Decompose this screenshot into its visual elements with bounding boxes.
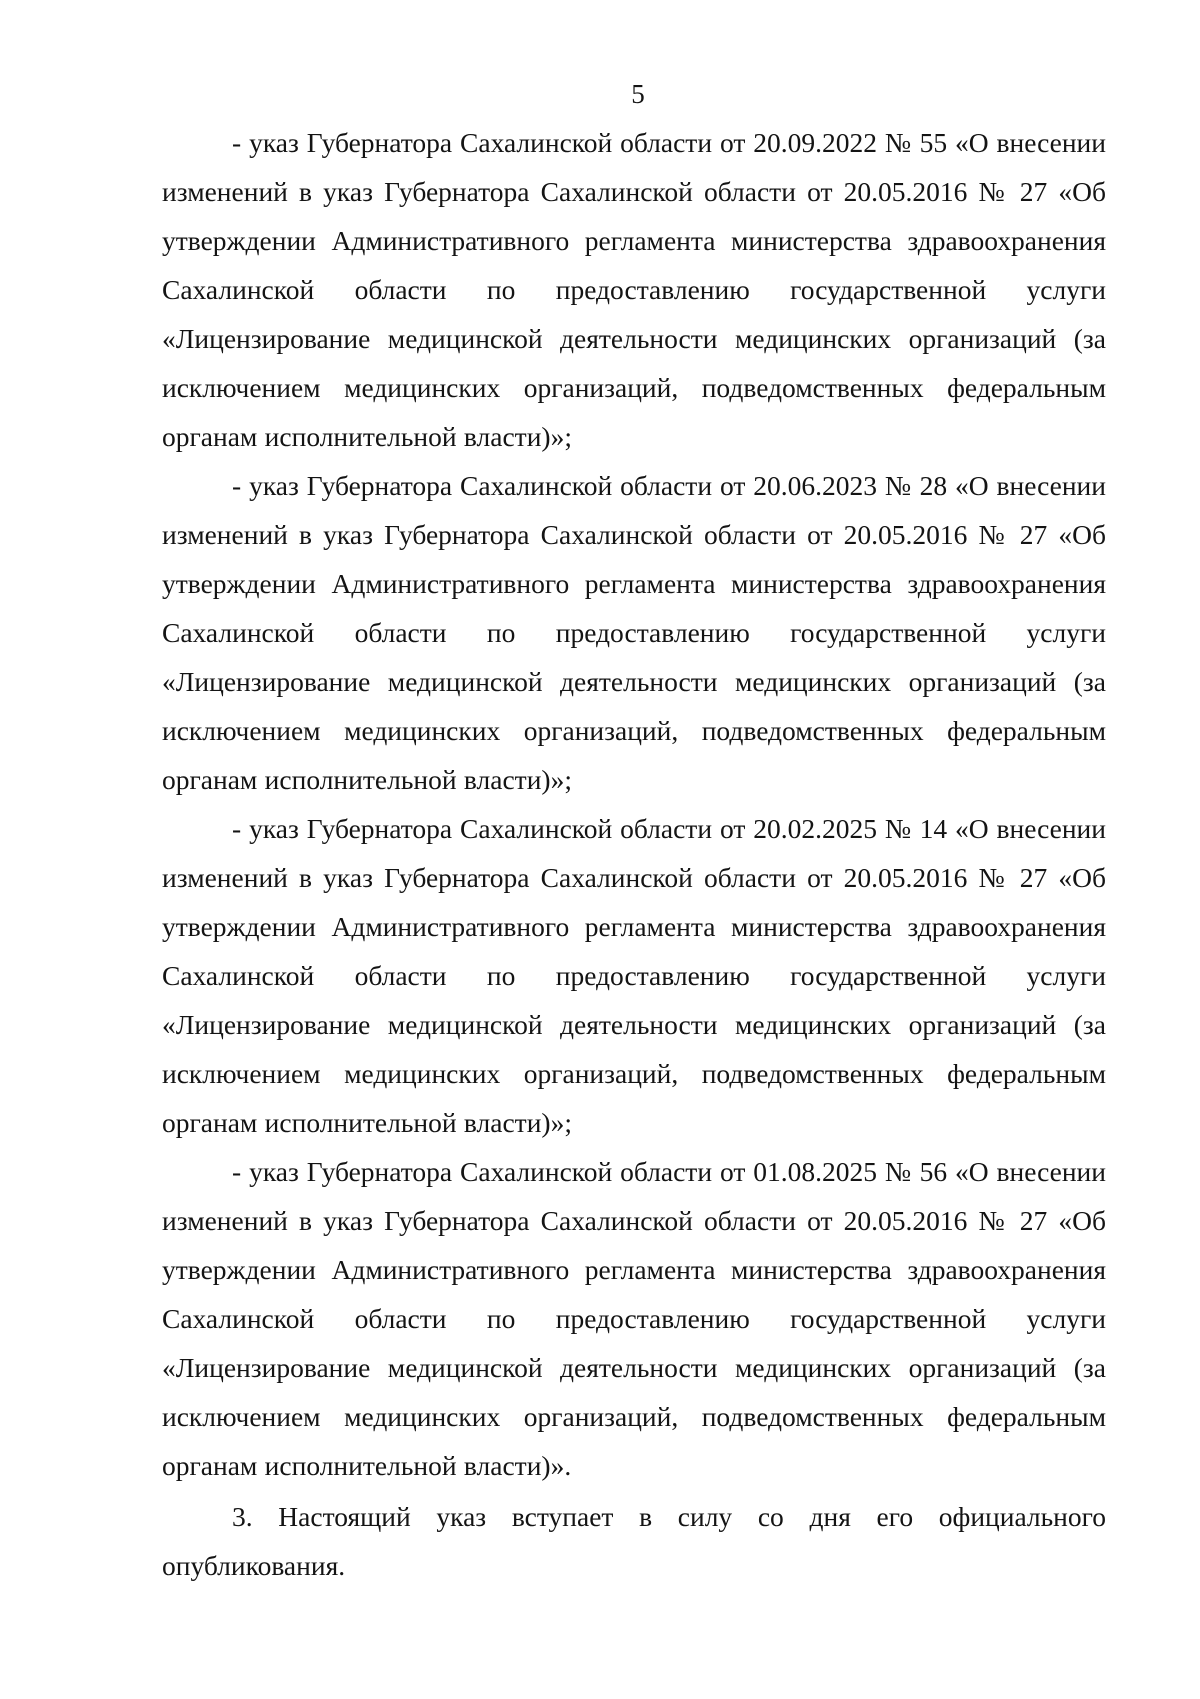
paragraph-decree-2025-aug: - указ Губернатора Сахалинской области от 01.08.2025 № 56 «О внесении изменений в указ Губернатора Сахалинской области от 20.05.2016 № 27 «Об утверждении Административного регламента министерства здравоохранения Сахалинской области по предоставлению государственной услуги «Лицензирование медицинской деятельности медицинских организаций (за исключением медицинских организаций, подведомственных федеральным органам исполнительной власти)». bbox=[162, 1156, 1106, 1481]
page-number: 5 bbox=[631, 79, 645, 109]
paragraph-decree-2025-feb: - указ Губернатора Сахалинской области от 20.02.2025 № 14 «О внесении изменений в указ Губернатора Сахалинской области от 20.05.2016 № 27 «Об утверждении Административного регламента министерства здравоохранения Сахалинской области по предоставлению государственной услуги «Лицензирование медицинской деятельности медицинских организаций (за исключением медицинских организаций, подведомственных федеральным органам исполнительной власти)»; bbox=[162, 813, 1106, 1138]
paragraph-entry-into-force: 3. Настоящий указ вступает в силу со дня его официального опубликования. bbox=[162, 1501, 1106, 1581]
paragraph-decree-2022: - указ Губернатора Сахалинской области от 20.09.2022 № 55 «О внесении изменений в указ Губернатора Сахалинской области от 20.05.2016 № 27 «Об утверждении Административного регламента министерства здравоохранения Сахалинской области по предоставлению государственной услуги «Лицензирование медицинской деятельности медицинских организаций (за исключением медицинских организаций, подведомственных федеральным органам исполнительной власти)»; bbox=[162, 127, 1106, 452]
paragraph-decree-2023: - указ Губернатора Сахалинской области от 20.06.2023 № 28 «О внесении изменений в указ Губернатора Сахалинской области от 20.05.2016 № 27 «Об утверждении Административного регламента министерства здравоохранения Сахалинской области по предоставлению государственной услуги «Лицензирование медицинской деятельности медицинских организаций (за исключением медицинских организаций, подведомственных федеральным органам исполнительной власти)»; bbox=[162, 470, 1106, 795]
document-body bbox=[162, 118, 1106, 1590]
